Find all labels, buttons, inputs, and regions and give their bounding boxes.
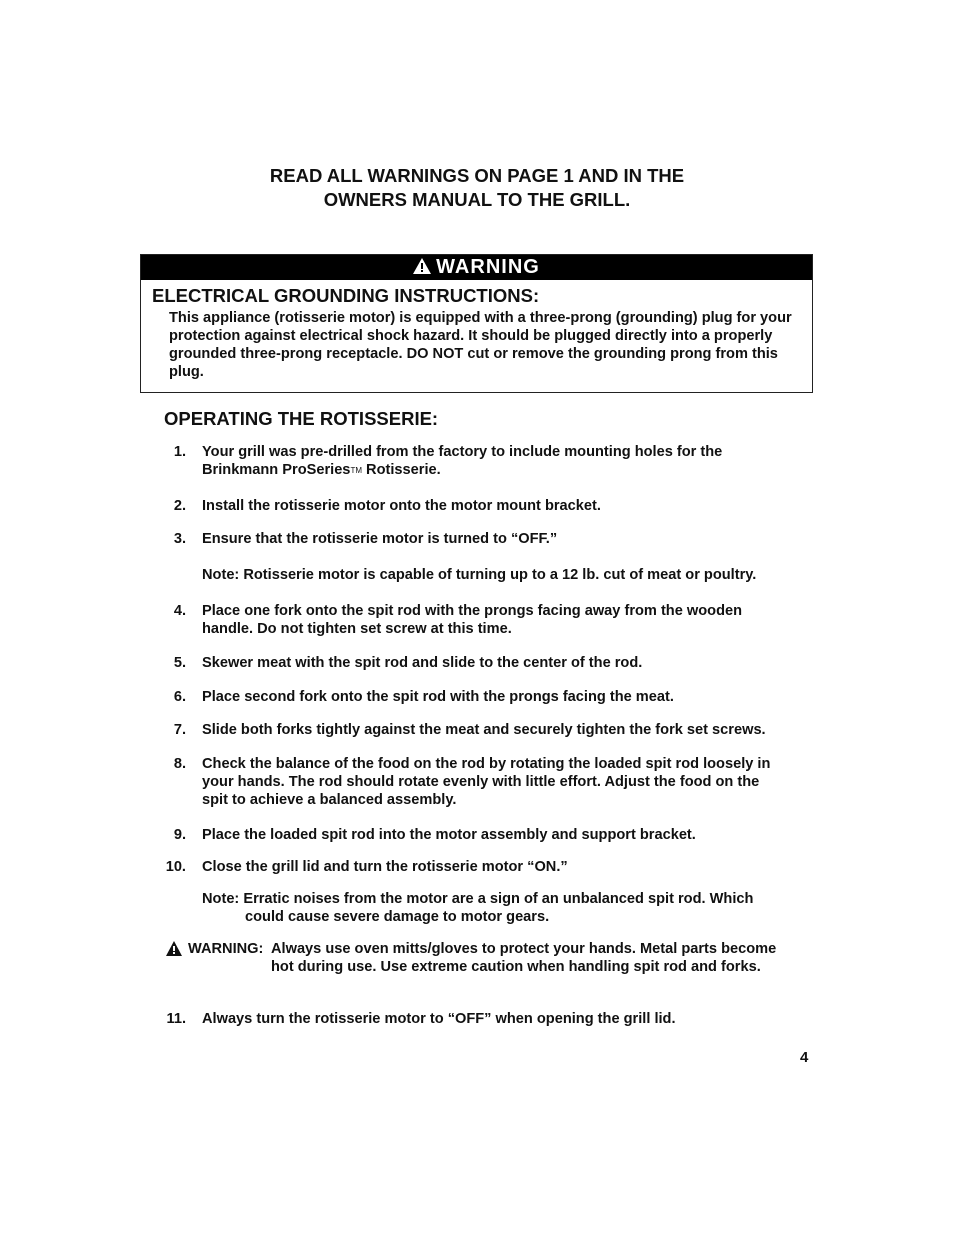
step-text: Place the loaded spit rod into the motor assembly and support bracket.: [202, 827, 696, 843]
step-number: 6.: [173, 689, 186, 705]
warning-bar: [141, 255, 812, 280]
warning-text: Always use oven mitts/gloves to protect your hands. Metal parts become hot during use. Use extreme caution when handling spit rod and forks.: [271, 941, 777, 975]
note-line-1: Note: Erratic noises from the motor are a sign of an unbalanced spit rod. Which: [202, 891, 754, 907]
step-text: Ensure that the rotisserie motor is turned to “OFF.”: [202, 531, 558, 547]
warning-triangle-icon: [166, 941, 182, 961]
step-text: Check the balance of the food on the rod by rotating the loaded spit rod loosely in your hands. The rod should rotate evenly with little effort. Adjust the food on the spit to achieve a balanced assembly.: [202, 756, 771, 808]
page-heading: [0, 164, 954, 212]
heading-line-1: READ ALL WARNINGS ON PAGE 1 AND IN THE: [269, 165, 685, 186]
step-number: 4.: [173, 603, 186, 619]
note-motor-capacity: Note: Rotisserie motor is capable of turning up to a 12 lb. cut of meat or poultry.: [202, 567, 757, 583]
step-number: 3.: [173, 531, 186, 547]
step-text: Close the grill lid and turn the rotisserie motor “ON.”: [202, 859, 568, 875]
warning-bar-label: WARNING: [436, 256, 540, 278]
step-text: Install the rotisserie motor onto the motor mount bracket.: [202, 498, 601, 514]
step-text: Skewer meat with the spit rod and slide to the center of the rod.: [202, 655, 643, 671]
step-number: 8.: [173, 756, 186, 772]
grounding-title: ELECTRICAL GROUNDING INSTRUCTIONS:: [152, 285, 540, 306]
operating-title: OPERATING THE ROTISSERIE:: [164, 408, 439, 429]
heading-line-2: OWNERS MANUAL TO THE GRILL.: [323, 189, 631, 210]
page-number: 4: [800, 1049, 809, 1066]
step-text: Always turn the rotisserie motor to “OFF” when opening the grill lid.: [202, 1011, 676, 1027]
step-number: 2.: [173, 498, 186, 514]
warning-triangle-icon: [413, 256, 431, 281]
step-text: Slide both forks tightly against the meat and securely tighten the fork set screws.: [202, 722, 766, 738]
step-number: 11.: [166, 1011, 186, 1027]
step-number: 9.: [173, 827, 186, 843]
step-number: 1.: [173, 444, 186, 460]
note-line-2: could cause severe damage to motor gears.: [245, 909, 550, 925]
step-number: 5.: [173, 655, 186, 671]
step-text: Place one fork onto the spit rod with the prongs facing away from the wooden handle. Do not tighten set screw at this time.: [202, 603, 743, 637]
step-text: Your grill was pre-drilled from the factory to include mounting holes for the Brinkmann ProSeriesTM Rotisserie.: [202, 444, 723, 478]
step-number: 7.: [173, 722, 186, 738]
warning-label: WARNING:: [188, 941, 264, 957]
step-number: 10.: [165, 859, 186, 875]
step-text: Place second fork onto the spit rod with the prongs facing the meat.: [202, 689, 674, 705]
grounding-body: This appliance (rotisserie motor) is equipped with a three-prong (grounding) plug for your protection against electrical shock hazard. It should be plugged directly into a properly grounded three-prong receptacle. DO NOT cut or remove the grounding prong from this plug.: [169, 310, 792, 380]
warning-box: [140, 254, 813, 393]
note-erratic-noise: [202, 890, 802, 926]
